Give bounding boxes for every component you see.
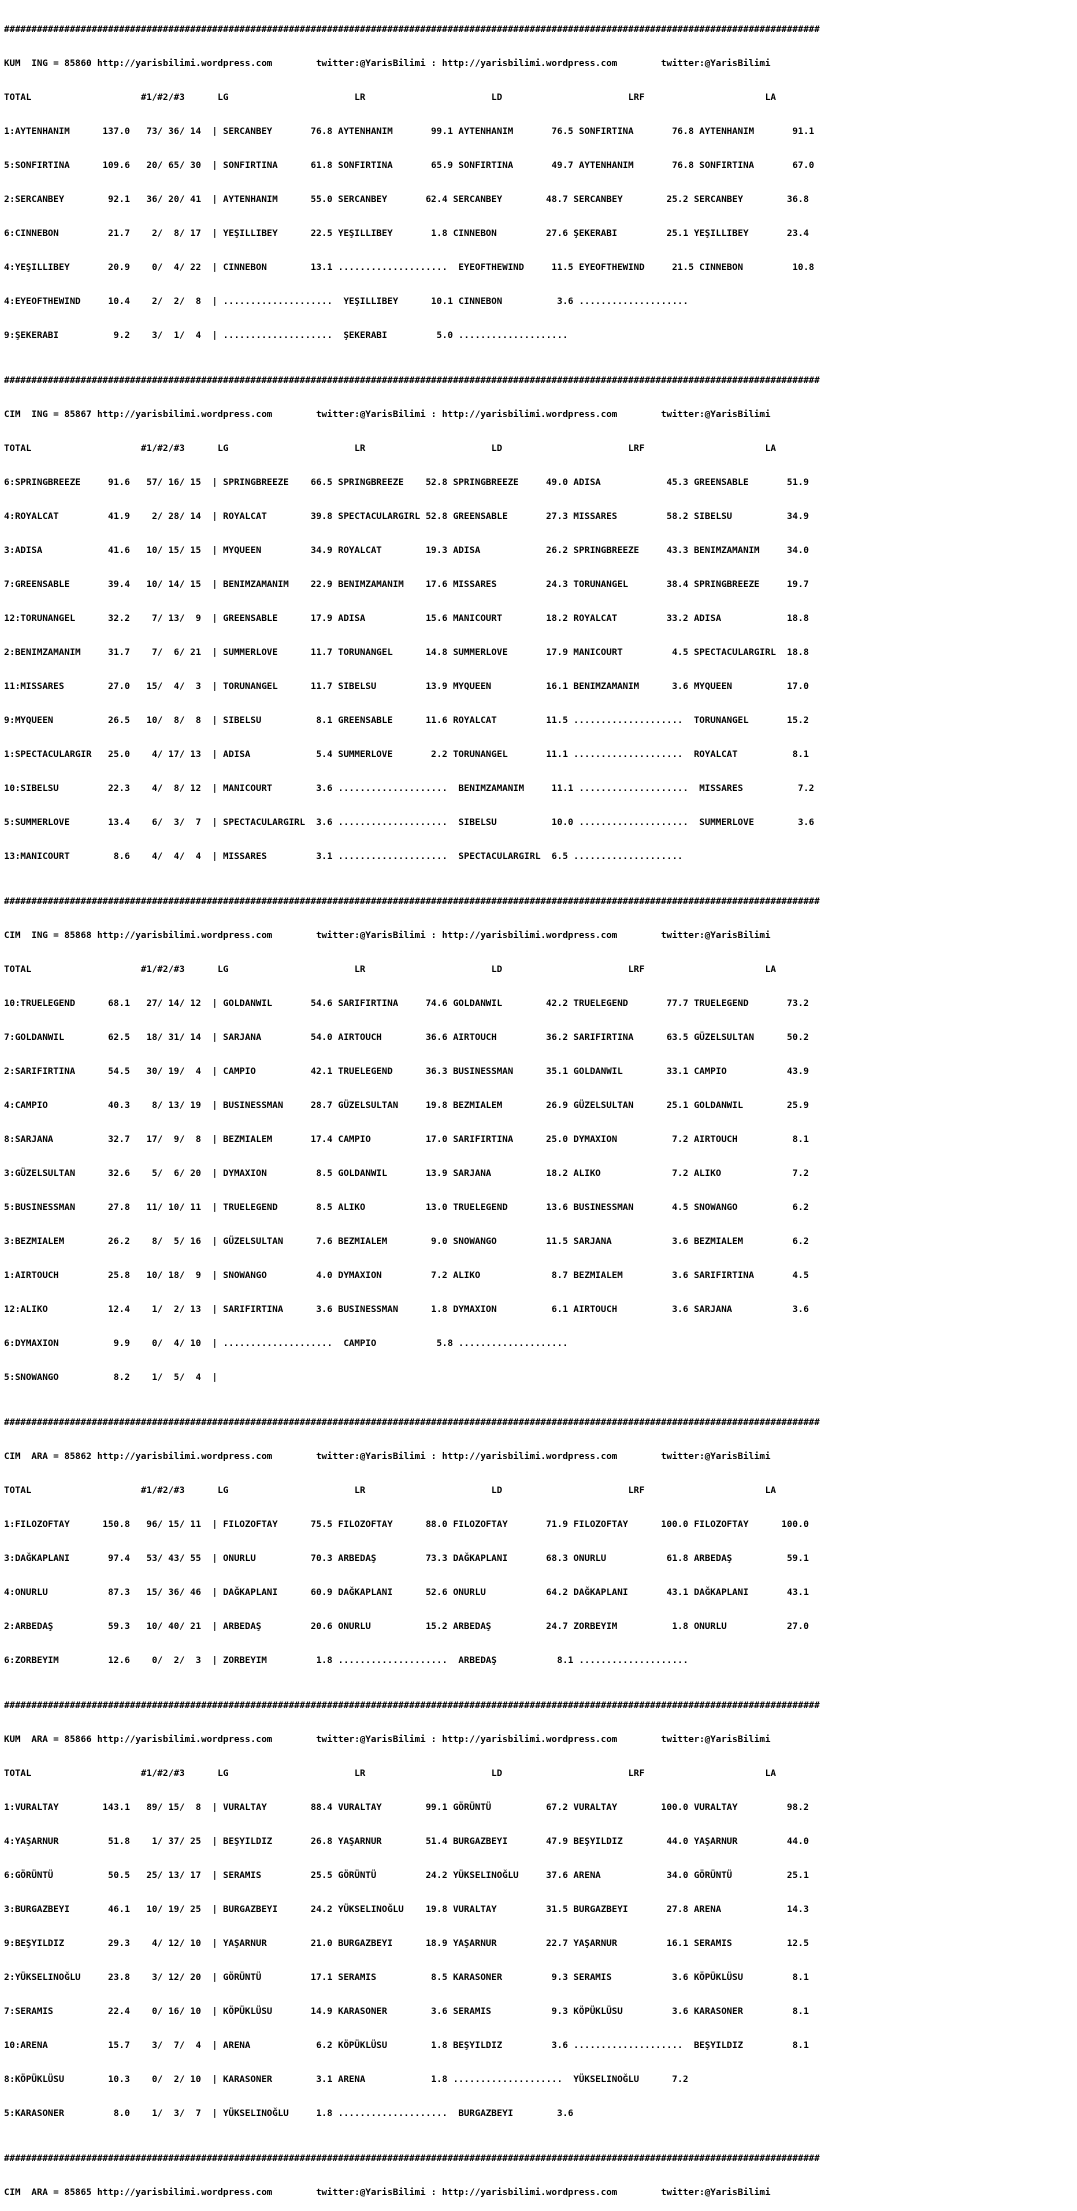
table-row: 5:KARASONER 8.0 1/ 3/ 7 | YÜKSELINOĞLU 1.8 .................... BURGAZBEYI 3.6 (4, 2109, 574, 2120)
column-header: TOTAL #1/#2/#3 LG LR LD LRF LA (4, 92, 776, 103)
table-row: 8:KÖPÜKLÜSU 10.3 0/ 2/ 10 | KARASONER 3.1 ARENA 1.8 .................... YÜKSELINOĞLU 7.2 (4, 2075, 689, 2086)
table-row: 6:ZORBEYIM 12.6 0/ 2/ 3 | ZORBEYIM 1.8 .................... ARBEDAŞ 8.1 .................... (4, 1655, 689, 1666)
table-row: 5:SUMMERLOVE 13.4 6/ 3/ 7 | SPECTACULARGIRL 3.6 .................... SIBELSU 10.0 .................... SUMMERLOVE 3.6 (4, 817, 815, 828)
table-row: 1:VURALTAY 143.1 89/ 15/ 8 | VURALTAY 88.4 VURALTAY 99.1 GÖRÜNTÜ 67.2 VURALTAY 100.0 VURALTAY 98.2 (4, 1803, 809, 1814)
column-header: TOTAL #1/#2/#3 LG LR LD LRF LA (4, 1769, 776, 1780)
table-row: 3:DAĞKAPLANI 97.4 53/ 43/ 55 | ONURLU 70.3 ARBEDAŞ 73.3 DAĞKAPLANI 68.3 ONURLU 61.8 ARBEDAŞ 59.1 (4, 1553, 809, 1564)
table-row: 4:CAMPIO 40.3 8/ 13/ 19 | BUSINESSMAN 28.7 GÜZELSULTAN 19.8 BEZMIALEM 26.9 GÜZELSULTAN 25.1 GOLDANWIL 25.9 (4, 1100, 809, 1111)
table-row: 1:AYTENHANIM 137.0 73/ 36/ 14 | SERCANBEY 76.8 AYTENHANIM 99.1 AYTENHANIM 76.5 SONFIRTINA 76.8 AYTENHANIM 91.1 (4, 126, 815, 137)
table-row: 12:ALIKO 12.4 1/ 2/ 13 | SARIFIRTINA 3.6 BUSINESSMAN 1.8 DYMAXION 6.1 AIRTOUCH 3.6 SARJANA 3.6 (4, 1304, 809, 1315)
separator-line: ##################################################################################################################################################### (4, 1418, 820, 1429)
table-row: 4:YEŞILLIBEY 20.9 0/ 4/ 22 | CINNEBON 13.1 .................... EYEOFTHEWIND 11.5 EYEOFTHEWIND 21.5 CINNEBON 10.8 (4, 262, 815, 273)
column-header: TOTAL #1/#2/#3 LG LR LD LRF LA (4, 443, 776, 454)
table-row: 10:TRUELEGEND 68.1 27/ 14/ 12 | GOLDANWIL 54.6 SARIFIRTINA 74.6 GOLDANWIL 42.2 TRUELEGEND 77.7 TRUELEGEND 73.2 (4, 998, 809, 1009)
block-title: CIM ARA = 85862 http://yarisbilimi.wordpress.com twitter:@YarisBilimi : http://yarisbilimi.wordpress.com twitter:@YarisBilimi (4, 1452, 771, 1462)
table-row: 2:SERCANBEY 92.1 36/ 20/ 41 | AYTENHANIM 55.0 SERCANBEY 62.4 SERCANBEY 48.7 SERCANBEY 25.2 SERCANBEY 36.8 (4, 194, 809, 205)
separator-line: ##################################################################################################################################################### (4, 2154, 820, 2165)
table-row: 1:AIRTOUCH 25.8 10/ 18/ 9 | SNOWANGO 4.0 DYMAXION 7.2 ALIKO 8.7 BEZMIALEM 3.6 SARIFIRTINA 4.5 (4, 1270, 809, 1281)
table-row: 5:SNOWANGO 8.2 1/ 5/ 4 | (4, 1372, 218, 1383)
table-row: 7:SERAMIS 22.4 0/ 16/ 10 | KÖPÜKLÜSU 14.9 KARASONER 3.6 SERAMIS 9.3 KÖPÜKLÜSU 3.6 KARASONER 8.1 (4, 2007, 809, 2018)
table-row: 5:BUSINESSMAN 27.8 11/ 10/ 11 | TRUELEGEND 8.5 ALIKO 13.0 TRUELEGEND 13.6 BUSINESSMAN 4.5 SNOWANGO 6.2 (4, 1202, 809, 1213)
table-row: 7:GREENSABLE 39.4 10/ 14/ 15 | BENIMZAMANIM 22.9 BENIMZAMANIM 17.6 MISSARES 24.3 TORUNANGEL 38.4 SPRINGBREEZE 19.7 (4, 579, 809, 590)
block-title: KUM ARA = 85866 http://yarisbilimi.wordpress.com twitter:@YarisBilimi : http://yarisbilimi.wordpress.com twitter:@YarisBilimi (4, 1735, 771, 1746)
block-title: CIM ING = 85867 http://yarisbilimi.wordpress.com twitter:@YarisBilimi : http://yarisbilimi.wordpress.com twitter:@YarisBilimi (4, 409, 771, 420)
separator-line: ##################################################################################################################################################### (4, 24, 820, 35)
table-row: 6:DYMAXION 9.9 0/ 4/ 10 | .................... CAMPIO 5.8 .................... (4, 1338, 568, 1349)
table-row: 3:GÜZELSULTAN 32.6 5/ 6/ 20 | DYMAXION 8.5 GOLDANWIL 13.9 SARJANA 18.2 ALIKO 7.2 ALIKO 7.2 (4, 1168, 809, 1179)
table-row: 12:TORUNANGEL 32.2 7/ 13/ 9 | GREENSABLE 17.9 ADISA 15.6 MANICOURT 18.2 ROYALCAT 33.2 ADISA 18.8 (4, 613, 809, 624)
block-title: CIM ARA = 85865 http://yarisbilimi.wordpress.com twitter:@YarisBilimi : http://yarisbilimi.wordpress.com twitter:@YarisBilimi (4, 2188, 771, 2199)
table-row: 2:ARBEDAŞ 59.3 10/ 40/ 21 | ARBEDAŞ 20.6 ONURLU 15.2 ARBEDAŞ 24.7 ZORBEYIM 1.8 ONURLU 27.0 (4, 1621, 809, 1632)
table-row: 10:SIBELSU 22.3 4/ 8/ 12 | MANICOURT 3.6 .................... BENIMZAMANIM 11.1 .................... MISSARES 7.2 (4, 783, 815, 794)
table-row: 6:SPRINGBREEZE 91.6 57/ 16/ 15 | SPRINGBREEZE 66.5 SPRINGBREEZE 52.8 SPRINGBREEZE 49.0 ADISA 45.3 GREENSABLE 51.9 (4, 477, 809, 488)
table-row: 4:ONURLU 87.3 15/ 36/ 46 | DAĞKAPLANI 60.9 DAĞKAPLANI 52.6 ONURLU 64.2 DAĞKAPLANI 43.1 DAĞKAPLANI 43.1 (4, 1587, 809, 1598)
table-row: 10:ARENA 15.7 3/ 7/ 4 | ARENA 6.2 KÖPÜKLÜSU 1.8 BEŞYILDIZ 3.6 .................... BEŞYILDIZ 8.1 (4, 2041, 809, 2052)
separator-line: ##################################################################################################################################################### (4, 1701, 820, 1712)
separator-line: ##################################################################################################################################################### (4, 375, 820, 386)
column-header: TOTAL #1/#2/#3 LG LR LD LRF LA (4, 964, 776, 975)
table-row: 6:GÖRÜNTÜ 50.5 25/ 13/ 17 | SERAMIS 25.5 GÖRÜNTÜ 24.2 YÜKSELINOĞLU 37.6 ARENA 34.0 GÖRÜNTÜ 25.1 (4, 1871, 809, 1882)
table-row: 2:SARIFIRTINA 54.5 30/ 19/ 4 | CAMPIO 42.1 TRUELEGEND 36.3 BUSINESSMAN 35.1 GOLDANWIL 33.1 CAMPIO 43.9 (4, 1066, 809, 1077)
table-row: 7:GOLDANWIL 62.5 18/ 31/ 14 | SARJANA 54.0 AIRTOUCH 36.6 AIRTOUCH 36.2 SARIFIRTINA 63.5 GÜZELSULTAN 50.2 (4, 1032, 809, 1043)
block-title: CIM ING = 85868 http://yarisbilimi.wordpress.com twitter:@YarisBilimi : http://yarisbilimi.wordpress.com twitter:@YarisBilimi (4, 930, 771, 941)
table-row: 1:FILOZOFTAY 150.8 96/ 15/ 11 | FILOZOFTAY 75.5 FILOZOFTAY 88.0 FILOZOFTAY 71.9 FILOZOFTAY 100.0 FILOZOFTAY 100.0 (4, 1519, 809, 1530)
block-title: KUM ING = 85860 http://yarisbilimi.wordpress.com twitter:@YarisBilimi : http://yarisbilimi.wordpress.com twitter:@YarisBilimi (4, 58, 771, 69)
table-row: 3:BURGAZBEYI 46.1 10/ 19/ 25 | BURGAZBEYI 24.2 YÜKSELINOĞLU 19.8 VURALTAY 31.5 BURGAZBEYI 27.8 ARENA 14.3 (4, 1905, 809, 1916)
column-header: TOTAL #1/#2/#3 LG LR LD LRF LA (4, 1485, 776, 1496)
table-row: 5:SONFIRTINA 109.6 20/ 65/ 30 | SONFIRTINA 61.8 SONFIRTINA 65.9 SONFIRTINA 49.7 AYTENHANIM 76.8 SONFIRTINA 67.0 (4, 160, 815, 171)
table-row: 2:BENIMZAMANIM 31.7 7/ 6/ 21 | SUMMERLOVE 11.7 TORUNANGEL 14.8 SUMMERLOVE 17.9 MANICOURT 4.5 SPECTACULARGIRL 18.8 (4, 647, 809, 658)
table-row: 1:SPECTACULARGIR 25.0 4/ 17/ 13 | ADISA 5.4 SUMMERLOVE 2.2 TORUNANGEL 11.1 .................... ROYALCAT 8.1 (4, 749, 809, 760)
table-row: 3:ADISA 41.6 10/ 15/ 15 | MYQUEEN 34.9 ROYALCAT 19.3 ADISA 26.2 SPRINGBREEZE 43.3 BENIMZAMANIM 34.0 (4, 545, 809, 556)
table-row: 8:SARJANA 32.7 17/ 9/ 8 | BEZMIALEM 17.4 CAMPIO 17.0 SARIFIRTINA 25.0 DYMAXION 7.2 AIRTOUCH 8.1 (4, 1134, 809, 1145)
table-row: 9:MYQUEEN 26.5 10/ 8/ 8 | SIBELSU 8.1 GREENSABLE 11.6 ROYALCAT 11.5 .................... TORUNANGEL 15.2 (4, 715, 809, 726)
table-row: 4:EYEOFTHEWIND 10.4 2/ 2/ 8 | .................... YEŞILLIBEY 10.1 CINNEBON 3.6 .................... (4, 296, 689, 307)
table-row: 2:YÜKSELINOĞLU 23.8 3/ 12/ 20 | GÖRÜNTÜ 17.1 SERAMIS 8.5 KARASONER 9.3 SERAMIS 3.6 KÖPÜKLÜSU 8.1 (4, 1973, 809, 1984)
table-row: 13:MANICOURT 8.6 4/ 4/ 4 | MISSARES 3.1 .................... SPECTACULARGIRL 6.5 .................... (4, 851, 683, 862)
separator-line: ##################################################################################################################################################### (4, 896, 820, 907)
table-row: 9:BEŞYILDIZ 29.3 4/ 12/ 10 | YAŞARNUR 21.0 BURGAZBEYI 18.9 YAŞARNUR 22.7 YAŞARNUR 16.1 SERAMIS 12.5 (4, 1939, 809, 1950)
table-row: 11:MISSARES 27.0 15/ 4/ 3 | TORUNANGEL 11.7 SIBELSU 13.9 MYQUEEN 16.1 BENIMZAMANIM 3.6 MYQUEEN 17.0 (4, 681, 809, 692)
table-row: 4:YAŞARNUR 51.8 1/ 37/ 25 | BEŞYILDIZ 26.8 YAŞARNUR 51.4 BURGAZBEYI 47.9 BEŞYILDIZ 44.0 YAŞARNUR 44.0 (4, 1837, 809, 1848)
table-row: 9:ŞEKERABI 9.2 3/ 1/ 4 | .................... ŞEKERABI 5.0 .................... (4, 330, 568, 341)
table-row: 6:CINNEBON 21.7 2/ 8/ 17 | YEŞILLIBEY 22.5 YEŞILLIBEY 1.8 CINNEBON 27.6 ŞEKERABI 25.1 YEŞILLIBEY 23.4 (4, 228, 809, 239)
table-row: 4:ROYALCAT 41.9 2/ 28/ 14 | ROYALCAT 39.8 SPECTACULARGIRL 52.8 GREENSABLE 27.3 MISSARES 58.2 SIBELSU 34.9 (4, 511, 809, 522)
table-row: 3:BEZMIALEM 26.2 8/ 5/ 16 | GÜZELSULTAN 7.6 BEZMIALEM 9.0 SNOWANGO 11.5 SARJANA 3.6 BEZMIALEM 6.2 (4, 1236, 809, 1247)
